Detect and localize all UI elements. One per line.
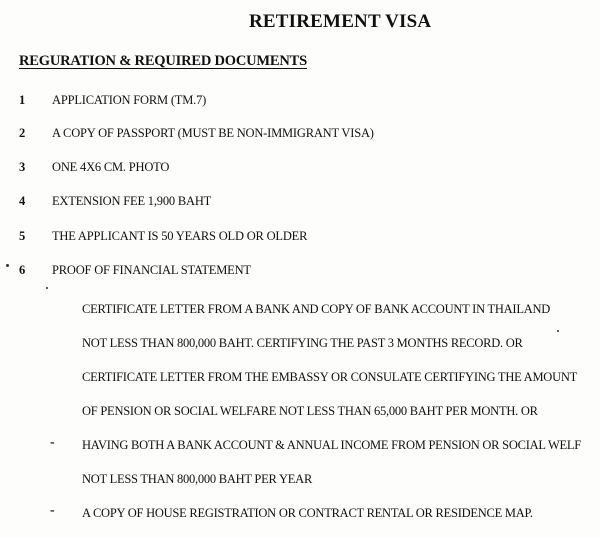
list-item: A COPY OF PASSPORT (MUST BE NON-IMMIGRANT VISA) (52, 126, 374, 140)
financial-line: NOT LESS THAN 800,000 BAHT PER YEAR (82, 472, 313, 486)
list-item: PROOF OF FINANCIAL STATEMENT (52, 263, 251, 277)
dash-bullet: - (50, 503, 55, 518)
list-item: ONE 4X6 CM. PHOTO (52, 160, 170, 174)
item-number: 4 (19, 194, 26, 208)
item-number: 1 (19, 93, 26, 107)
scan-speck (557, 330, 559, 332)
section-heading: REGURATION & REQUIRED DOCUMENTS (19, 53, 307, 69)
financial-line: OF PENSION OR SOCIAL WELFARE NOT LESS THAN 65,000 BAHT PER MONTH. OR (82, 404, 538, 418)
item-number: 5 (19, 229, 26, 243)
financial-line: CERTIFICATE LETTER FROM A BANK AND COPY OF BANK ACCOUNT IN THAILAND (82, 302, 551, 316)
financial-line: CERTIFICATE LETTER FROM THE EMBASSY OR CONSULATE CERTIFYING THE AMOUNT (82, 370, 578, 384)
page-title: RETIREMENT VISA (249, 11, 432, 32)
item-number: 2 (19, 126, 26, 140)
financial-line: NOT LESS THAN 800,000 BAHT. CERTIFYING THE PAST 3 MONTHS RECORD. OR (82, 336, 523, 350)
item-number: 3 (19, 160, 26, 174)
scan-speck (46, 287, 48, 289)
dash-bullet: - (50, 435, 55, 450)
scan-speck (6, 264, 9, 267)
financial-line: HAVING BOTH A BANK ACCOUNT & ANNUAL INCOME FROM PENSION OR SOCIAL WELF (82, 438, 581, 452)
financial-line: A COPY OF HOUSE REGISTRATION OR CONTRACT RENTAL OR RESIDENCE MAP. (82, 506, 533, 520)
item-number: 6 (19, 263, 26, 277)
list-item: THE APPLICANT IS 50 YEARS OLD OR OLDER (52, 229, 308, 243)
list-item: EXTENSION FEE 1,900 BAHT (52, 194, 212, 208)
list-item: APPLICATION FORM (TM.7) (52, 93, 207, 107)
